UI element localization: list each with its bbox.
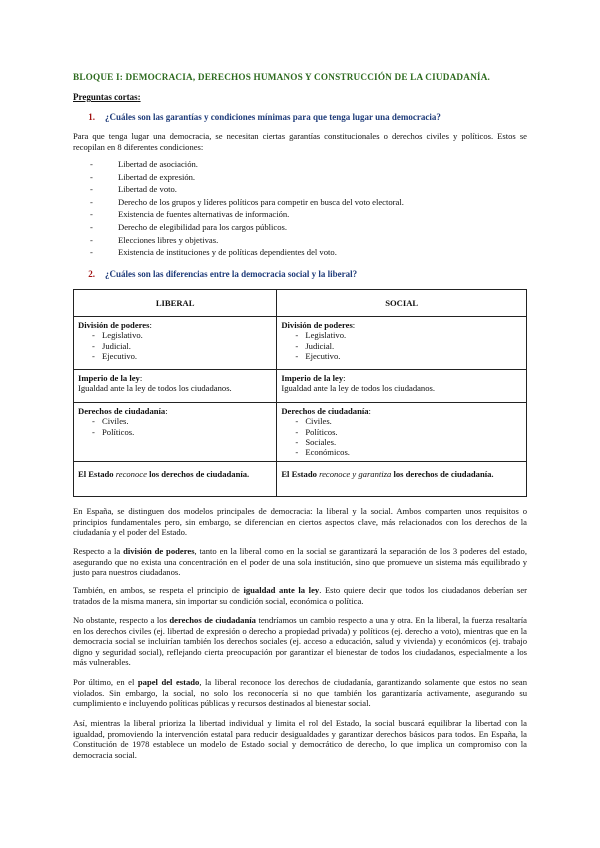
cell-heading: División de poderes (78, 320, 150, 331)
cell-emphasis: reconoce y garantiza (319, 469, 392, 480)
cell (277, 462, 527, 497)
list-item: - Civiles. (281, 416, 522, 426)
list-item: - Elecciones libres y objetivas. (73, 234, 527, 247)
list-item: - Ejecutivo. (78, 351, 272, 361)
comparison-table-wrap (73, 289, 527, 497)
cell-heading: Imperio de la ley (78, 373, 140, 384)
cell-text: El Estado (78, 469, 116, 480)
paragraph (73, 546, 527, 578)
cell-text: El Estado (281, 469, 320, 480)
cell: División de poderes: - Legislativo. - Judicial. - Ejecutivo. (74, 317, 277, 370)
cell-heading: Derechos de ciudadanía (281, 406, 369, 417)
question-text: ¿Cuáles son las garantías y condiciones mínimas para que tenga lugar una democracia? (105, 112, 441, 122)
text: . Esto quiere decir que todos los ciudadanos deberían ser tratados de la misma manera, sin importar su condición social, económica o política. (73, 585, 527, 606)
comparison-table (73, 289, 527, 497)
bold-text: división de poderes (123, 546, 195, 556)
list-item: - Judicial. (78, 341, 272, 351)
cell: Imperio de la ley: Igualdad ante la ley de todos los ciudadanos. (277, 370, 527, 403)
paragraph: Así, mientras la liberal prioriza la libertad individual y limita el rol del Estado, la social buscará equilibrar la libertad con la igualdad, promoviendo la intervención estatal para reducir desigualdades y garantizar derechos básicos para todos. En España, la Constitución de 1978 establece un modelo de Estado social y democrático de derecho, lo que implica un compromiso con la democracia social. (73, 718, 527, 760)
paragraph (73, 585, 527, 606)
question-number: 2. (88, 269, 95, 279)
conditions-list (73, 158, 527, 259)
table-row (74, 462, 527, 497)
cell-text: Igualdad ante la ley de todos los ciudadanos. (281, 383, 436, 394)
bold-text: papel del estado (137, 677, 200, 687)
list-item: - Sociales. (281, 437, 522, 447)
list-item: - Derecho de los grupos y líderes políticos para competir en busca del voto electoral. (73, 196, 527, 209)
list-item: - Políticos. (78, 427, 272, 437)
question-1 (73, 112, 527, 122)
table-row (74, 403, 527, 462)
list-item: - Económicos. (281, 447, 522, 457)
text: Por último, en el (73, 677, 138, 687)
list-item: - Legislativo. (78, 330, 272, 340)
table-row (74, 317, 527, 370)
bold-text: igualdad ante la ley (243, 585, 320, 595)
text: tendríamos un cambio respecto a una y otra. En la liberal, la fuerza resaltaría en los derechos civiles (ej. libertad de expresión o derecho a propiedad privada) y políticos (ej. derecho a voto), mientras que en la democracia social se incluirían también los derechos sociales (ej. acceso a educación, salud y vivienda) y económicos (ej. trabajo digno y seguridad social), reflejando cierta preocupación por garantizar el bienestar de todos los ciudadanos, especialmente a los más vulnerables. (73, 615, 527, 668)
text: También, en ambos, se respeta el principio de (73, 585, 244, 595)
text: , la liberal reconoce los derechos de ciudadanía, garantizando solamente que estos no sean violados. Sin embargo, la social, no solo los reconocería si no que también los garantizaría activamente, asegurando su cumplimiento e incluyendo políticas públicas y recursos destinados al bienestar social. (73, 677, 528, 709)
header-liberal: LIBERAL (74, 290, 277, 317)
list-item: - Libertad de expresión. (73, 171, 527, 184)
list-item: - Derecho de elegibilidad para los cargos públicos. (73, 221, 527, 234)
cell: Derechos de ciudadanía: - Civiles. - Políticos. (74, 403, 277, 462)
list-item: - Legislativo. (281, 330, 522, 340)
table-header-row (74, 290, 527, 317)
question-2 (73, 269, 527, 279)
list-item: - Ejecutivo. (281, 351, 522, 361)
cell-text: los derechos de ciudadanía. (391, 469, 494, 480)
cell-heading: División de poderes (281, 320, 353, 331)
paragraph (73, 615, 527, 668)
text: , tanto en la liberal como en la social se garantizará la separación de los 3 poderes del estado, asegurando que no exista una concentración en el poder de una sola institución, sino que promueve un sistema más equilibrado y justo para nuestros ciudadanos. (73, 546, 527, 578)
list-item: - Libertad de asociación. (73, 158, 527, 171)
text: Respecto a la (73, 546, 124, 556)
bold-text: derechos de ciudadanía (169, 615, 256, 625)
paragraph (73, 677, 527, 709)
text: No obstante, respecto a los (73, 615, 170, 625)
cell-text: los derechos de ciudadanía. (146, 469, 250, 480)
paragraph: En España, se distinguen dos modelos principales de democracia: la liberal y la social. Ambos comparten unos requisitos o principios fundamentales pero, sin embargo, se diferencian en ciertos aspectos clave, más relacionados con los derechos de la ciudadanía y el poder del Estado. (73, 506, 527, 538)
cell-text: Igualdad ante la ley de todos los ciudadanos. (78, 383, 232, 394)
cell: División de poderes: - Legislativo. - Judicial. - Ejecutivo. (277, 317, 527, 370)
question-number: 1. (88, 112, 95, 122)
list-item: - Civiles. (78, 416, 272, 426)
cell (74, 462, 277, 497)
list-item: - Judicial. (281, 341, 522, 351)
list-item: - Existencia de instituciones y de políticas dependientes del voto. (73, 246, 527, 259)
table-row (74, 370, 527, 403)
list-item: - Políticos. (281, 427, 522, 437)
question-text: ¿Cuáles son las diferencias entre la democracia social y la liberal? (105, 269, 358, 279)
section-subtitle (73, 92, 527, 102)
list-item: - Existencia de fuentes alternativas de información. (73, 208, 527, 221)
subtitle-text: Preguntas cortas (73, 92, 138, 102)
subtitle-colon: : (137, 92, 141, 102)
cell: Derechos de ciudadanía: - Civiles. - Políticos. - Sociales. - Económicos. (277, 403, 527, 462)
intro-paragraph: Para que tenga lugar una democracia, se necesitan ciertas garantías constitucionales o derechos civiles y políticos. Estos se recopilan en 8 diferentes condiciones: (73, 131, 527, 152)
cell-emphasis: reconoce (115, 469, 147, 480)
list-item: - Libertad de voto. (73, 183, 527, 196)
cell: Imperio de la ley: Igualdad ante la ley de todos los ciudadanos. (74, 370, 277, 403)
header-social: SOCIAL (277, 290, 527, 317)
document-title: BLOQUE I: DEMOCRACIA, DERECHOS HUMANOS Y CONSTRUCCIÓN DE LA CIUDADANÍA. (73, 72, 491, 82)
cell-heading: Imperio de la ley (281, 373, 344, 384)
cell-heading: Derechos de ciudadanía (78, 406, 166, 417)
